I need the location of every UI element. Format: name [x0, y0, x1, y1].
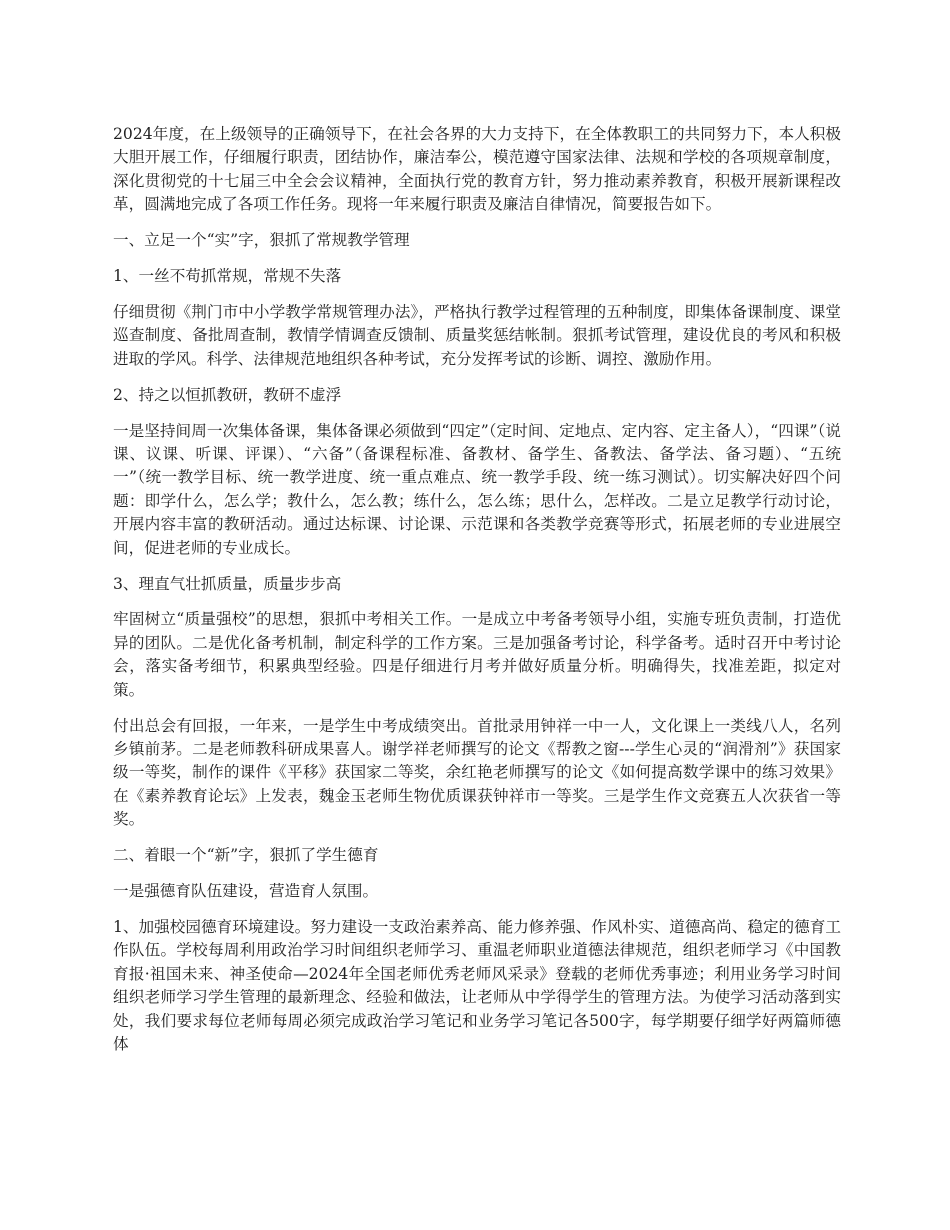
paragraph-intro: 2024年度，在上级领导的正确领导下，在社会各界的大力支持下，在全体教职工的共同努力下，本人积极大胆开展工作，仔细履行职责，团结协作，廉洁奉公，模范遵守国家法律、法规和学校的各项规章制度，深化贯彻党的十七届三中全会会议精神，全面执行党的教育方针，努力推动素养教育，积极开展新课程改革，圆满地完成了各项工作任务。现将一年来履行职责及廉洁自律情况，简要报告如下。	[113, 125, 841, 214]
subheading-1-3: 3、理直气壮抓质量，质量步步高	[113, 574, 342, 593]
subheading-1-2: 2、持之以恒抓教研，教研不虚浮	[113, 385, 342, 404]
section-heading-1: 一、立足一个“实”字，狠抓了常规教学管理	[113, 231, 410, 250]
paragraph-results: 付出总会有回报，一年来，一是学生中考成绩突出。首批录用钟祥一中一人，文化课上一类线八人，名列乡镇前茅。二是老师教科研成果喜人。谢学祥老师撰写的论文《帮教之窗---学生心灵的“润滑剂”》获国家级一等奖，制作的课件《平移》获国家二等奖，余红艳老师撰写的论文《如何提高数学课中的练习效果》在《素养教育论坛》上发表，魏金玉老师生物优质课获钟祥市一等奖。三是学生作文竞赛五人次获省一等奖。	[113, 716, 841, 829]
subheading-1-1: 1、一丝不苟抓常规，常规不失落	[113, 267, 342, 286]
paragraph-moral-team: 一是强德育队伍建设，营造育人氛围。	[113, 881, 379, 900]
section-heading-2: 二、着眼一个“新”字，狠抓了学生德育	[113, 846, 379, 865]
paragraph-routine-management: 仔细贯彻《荆门市中小学教学常规管理办法》，严格执行教学过程管理的五种制度，即集体备课制度、课堂巡查制度、备批周查制，教情学情调查反馈制、质量奖惩结帐制。狠抓考试管理，建设优良的考风和积极进取的学风。科学、法律规范地组织各种考试，充分发挥考试的诊断、调控、激励作用。	[113, 302, 841, 368]
paragraph-quality: 牢固树立“质量强校”的思想，狠抓中考相关工作。一是成立中考备考领导小组，实施专班负责制，打造优异的团队。二是优化备考机制，制定科学的工作方案。三是加强备考讨论，科学备考。适时召开中考讨论会，落实备考细节，积累典型经验。四是仔细进行月考并做好质量分析。明确得失，找准差距，拟定对策。	[113, 610, 841, 699]
paragraph-moral-environment: 1、加强校园德育环境建设。努力建设一支政治素养高、能力修养强、作风朴实、道德高尚、稳定的德育工作队伍。学校每周利用政治学习时间组织老师学习、重温老师职业道德法律规范，组织老师学习《中国教育报·祖国未来、神圣使命—2024年全国老师优秀老师风采录》登载的老师优秀事迹；利用业务学习时间组织老师学习学生管理的最新理念、经验和做法，让老师从中学得学生的管理方法。为使学习活动落到实处，我们要求每位老师每周必须完成政治学习笔记和业务学习笔记各500字，每学期要仔细学好两篇师德体	[113, 917, 841, 1053]
paragraph-teaching-research: 一是坚持间周一次集体备课，集体备课必须做到“四定”（定时间、定地点、定内容、定主备人），“四课”（说课、议课、听课、评课）、“六备”（备课程标准、备教材、备学生、备教法、备学法、备习题）、“五统一”（统一教学目标、统一教学进度、统一重点难点、统一教学手段、统一练习测试）。切实解决好四个问题：即学什么，怎么学；教什么，怎么教；练什么，怎么练；思什么，怎样改。二是立足教学行动讨论，开展内容丰富的教研活动。通过达标课、讨论课、示范课和各类教学竞赛等形式，拓展老师的专业进展空间，促进老师的专业成长。	[113, 421, 841, 557]
document-page	[113, 123, 841, 1069]
